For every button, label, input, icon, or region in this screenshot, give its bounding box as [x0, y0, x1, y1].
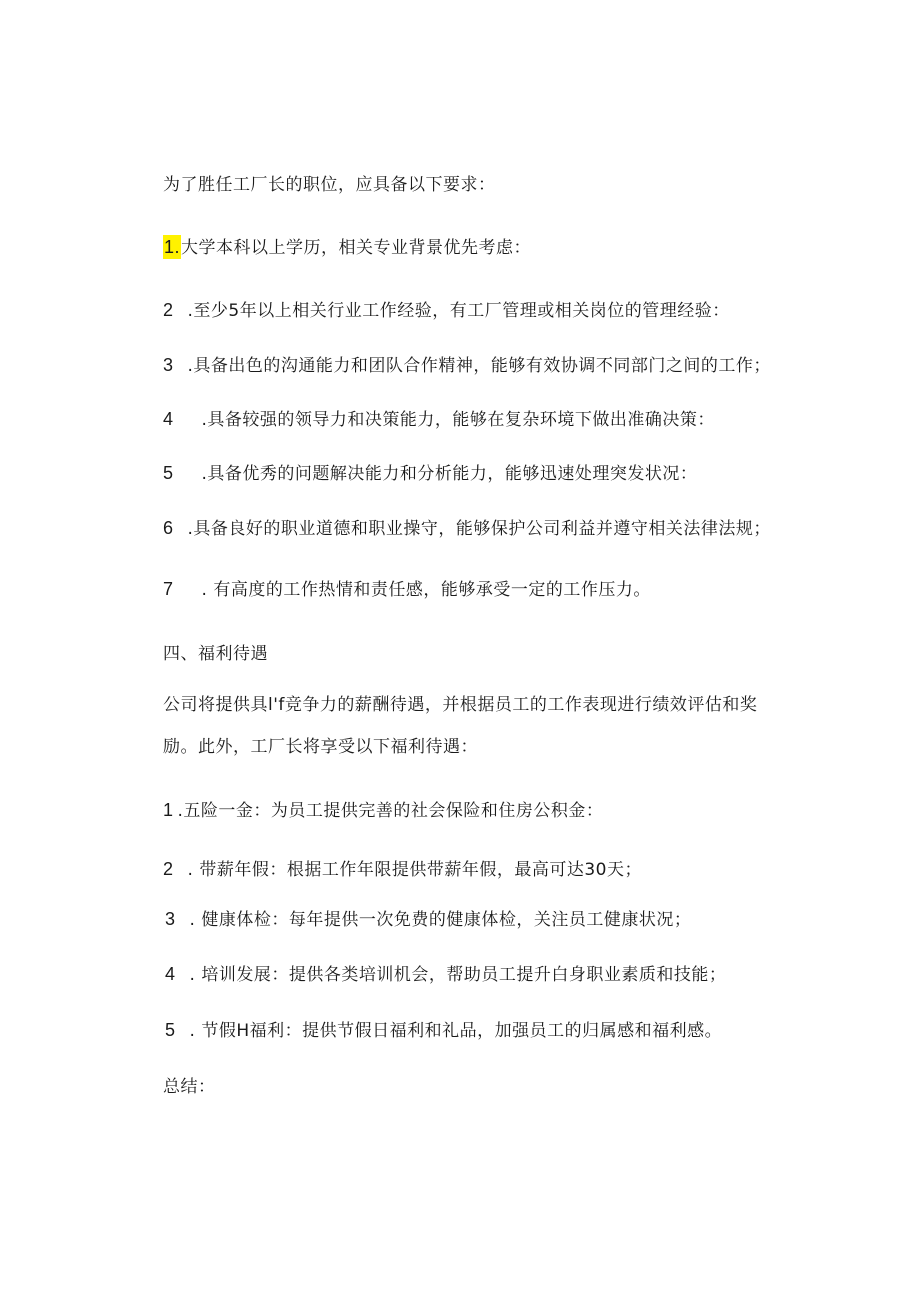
summary-text: 总结：: [163, 1077, 216, 1097]
benefit-item-4: [165, 962, 726, 987]
benefit-number: 5: [165, 1020, 176, 1040]
benefits-intro-line-2: [163, 735, 478, 759]
requirement-item-1: [163, 235, 531, 260]
requirement-number: 7: [163, 579, 174, 599]
benefit-item-1: [163, 798, 603, 823]
requirement-item-5: [163, 461, 697, 486]
requirement-number: 1.: [164, 237, 181, 257]
requirement-text: .具备优秀的问题解决能力和分析能力，能够迅速处理突发状况：: [201, 464, 698, 484]
section-heading-text: 四、福利待遇: [163, 644, 268, 664]
intro-text: 为了胜任工厂长的职位，应具备以下要求：: [163, 175, 496, 195]
benefit-text: . 健康体检：每年提供一次免费的健康体检，关注员工健康状况；: [189, 910, 692, 930]
requirement-number: 5: [163, 463, 174, 483]
requirement-item-2: [163, 298, 730, 323]
requirement-text: .至少5年以上相关行业工作经验，有工厂管理或相关岗位的管理经验：: [187, 301, 730, 321]
benefit-number: 4: [165, 964, 176, 984]
benefit-text: . 带薪年假：根据工作年限提供带薪年假，最高可达30天；: [187, 860, 642, 880]
requirement-item-6: [163, 516, 771, 541]
benefits-intro-line-1: [163, 693, 757, 717]
requirement-number: 2: [163, 300, 174, 320]
summary-heading: [163, 1075, 216, 1099]
benefit-item-3: [165, 907, 691, 932]
requirement-number: 3: [163, 355, 174, 375]
requirement-text: .具备出色的沟通能力和团队合作精神，能够有效协调不同部门之间的工作；: [187, 356, 771, 376]
requirement-item-4: [163, 407, 715, 432]
benefits-intro-text: 励。此外，工厂长将享受以下福利待遇：: [163, 737, 478, 757]
requirement-item-3: [163, 353, 771, 378]
benefit-item-2: [163, 857, 642, 882]
section-heading-benefits: [163, 642, 268, 666]
requirement-number: 6: [163, 518, 174, 538]
requirement-text: . 有高度的工作热情和责任感，能够承受一定的工作压力。: [201, 580, 651, 600]
requirement-text: 大学本科以上学历，相关专业背景优先考虑：: [181, 238, 532, 258]
requirement-item-7: [163, 577, 651, 602]
benefit-number: 2: [163, 859, 174, 879]
benefit-item-5: [165, 1018, 722, 1043]
benefits-intro-text: 公司将提供具l'f竞争力的薪酬待遇，并根据员工的工作表现进行绩效评估和奖: [163, 695, 758, 715]
benefit-number: 3: [165, 909, 176, 929]
benefit-text: . 培训发展：提供各类培训机会，帮助员工提升白身职业素质和技能；: [189, 965, 727, 985]
benefit-text: .五险一金：为员工提供完善的社会保险和住房公积金：: [177, 801, 604, 821]
benefit-number: 1: [163, 800, 174, 820]
requirement-text: .具备较强的领导力和决策能力，能够在复杂环境下做出准确决策：: [201, 410, 715, 430]
requirement-text: .具备良好的职业道德和职业操守，能够保护公司利益并遵守相关法律法规；: [187, 519, 771, 539]
intro-paragraph: [163, 173, 496, 197]
requirement-number: 4: [163, 409, 174, 429]
benefit-text: . 节假H福利：提供节假日福利和礼品，加强员工的归属感和福利感。: [189, 1021, 723, 1041]
